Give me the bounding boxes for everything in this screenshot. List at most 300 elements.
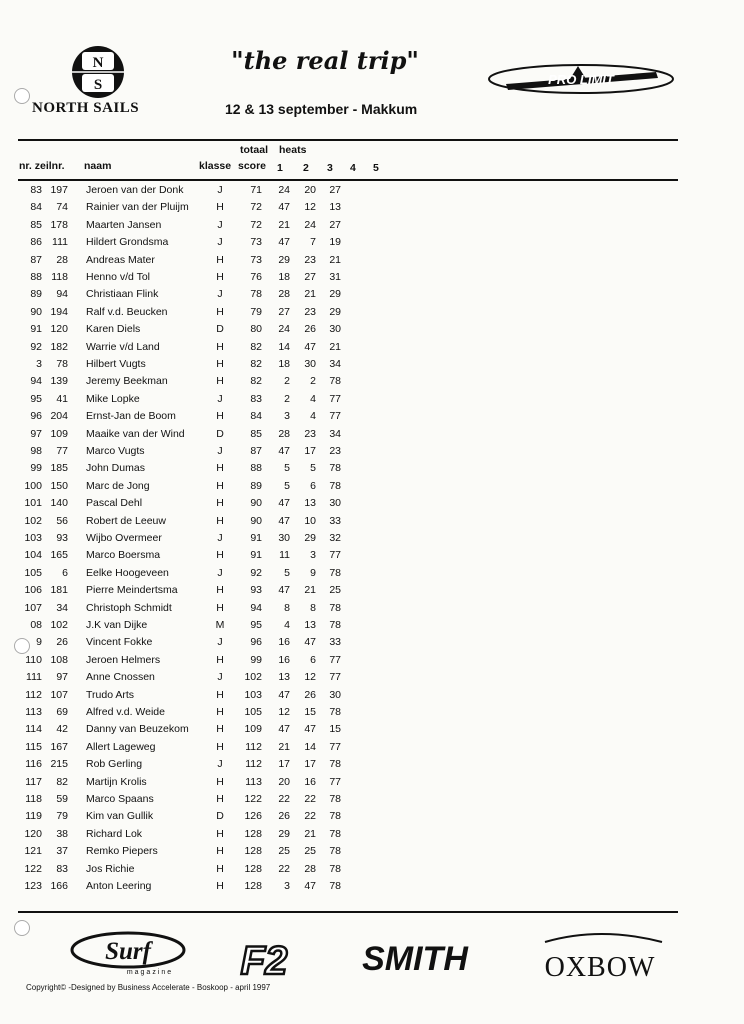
table-row — [0, 532, 744, 549]
cell-h1: 30 — [278, 532, 290, 544]
table-row — [0, 741, 744, 758]
cell-h2: 26 — [304, 688, 316, 701]
north-sails-logo — [62, 42, 134, 102]
cell-h3: 77 — [329, 671, 341, 684]
table-row — [0, 497, 744, 514]
cell-h1: 28 — [278, 288, 290, 301]
svg-text:S: S — [93, 77, 103, 93]
cell-score: 122 — [244, 793, 262, 805]
table-row — [0, 880, 744, 897]
cell-score: 78 — [250, 288, 262, 301]
cell-h2: 23 — [304, 253, 316, 266]
oxbow-logo — [545, 934, 662, 983]
cell-nr: 107 — [24, 601, 42, 614]
cell-klasse: H — [216, 358, 224, 370]
cell-naam: Pascal Dehl — [86, 497, 143, 510]
surf-magazine-logo — [72, 933, 184, 976]
cell-klasse: H — [216, 827, 224, 840]
table-row — [0, 584, 744, 601]
header-heat-1: 1 — [277, 162, 283, 174]
cell-zeil: 107 — [50, 688, 68, 701]
cell-zeil: 82 — [56, 775, 68, 788]
cell-h1: 21 — [278, 218, 290, 231]
table-row — [0, 201, 744, 218]
cell-h3: 30 — [329, 323, 341, 336]
table-row — [0, 654, 744, 671]
table-row — [0, 341, 744, 358]
cell-h1: 29 — [278, 827, 290, 840]
table-row — [0, 602, 744, 619]
cell-klasse: J — [217, 636, 223, 649]
table-row — [0, 428, 744, 445]
sponsor-logos — [0, 928, 744, 988]
cell-score: 93 — [250, 584, 262, 597]
table-row — [0, 254, 744, 271]
cell-zeil: 42 — [56, 723, 68, 736]
cell-zeil: 166 — [50, 880, 68, 892]
cell-h3: 78 — [329, 566, 341, 579]
cell-h1: 2 — [284, 392, 290, 405]
cell-h3: 77 — [329, 653, 341, 666]
cell-klasse: H — [216, 723, 224, 736]
cell-h1: 5 — [284, 462, 290, 475]
smith-logo — [362, 940, 469, 978]
cell-h1: 22 — [278, 793, 290, 805]
cell-naam: Henno v/d Tol — [86, 271, 151, 283]
cell-naam: Warrie v/d Land — [86, 340, 160, 353]
cell-h3: 21 — [329, 253, 341, 266]
cell-klasse: H — [216, 305, 224, 318]
cell-h1: 26 — [278, 810, 290, 823]
cell-nr: 102 — [24, 514, 42, 527]
cell-h3: 33 — [329, 514, 341, 527]
cell-h2: 30 — [304, 358, 316, 370]
cell-score: 80 — [250, 323, 262, 336]
cell-h1: 3 — [284, 880, 290, 892]
svg-text:F2: F2 — [240, 939, 288, 983]
footer-rule — [18, 911, 678, 913]
header-heats: heats — [279, 144, 307, 156]
cell-naam: Marco Vugts — [86, 445, 145, 457]
cell-naam: Richard Lok — [86, 827, 143, 840]
cell-nr: 105 — [24, 566, 42, 579]
cell-klasse: J — [217, 288, 223, 301]
cell-score: 87 — [250, 445, 262, 457]
table-row — [0, 236, 744, 253]
cell-h1: 47 — [278, 445, 290, 457]
cell-klasse: H — [216, 740, 224, 753]
cell-h3: 30 — [329, 688, 341, 701]
cell-nr: 84 — [30, 201, 42, 214]
table-row — [0, 758, 744, 775]
header-heat-4: 4 — [350, 162, 356, 174]
cell-naam: Robert de Leeuw — [86, 514, 166, 527]
cell-zeil: 182 — [50, 340, 68, 353]
cell-naam: Marco Boersma — [86, 549, 161, 562]
cell-h3: 13 — [329, 201, 341, 214]
cell-klasse: J — [217, 392, 223, 405]
cell-h2: 23 — [304, 305, 316, 318]
cell-nr: 89 — [30, 288, 42, 301]
cell-nr: 95 — [30, 392, 42, 405]
event-subtitle: 12 & 13 september - Makkum — [225, 101, 418, 117]
cell-h1: 2 — [284, 375, 290, 388]
cell-zeil: 6 — [62, 566, 68, 579]
cell-h1: 25 — [278, 845, 290, 858]
header-heat-3: 3 — [327, 162, 333, 174]
cell-klasse: H — [216, 775, 224, 788]
cell-naam: Kim van Gullik — [86, 810, 154, 823]
cell-score: 82 — [250, 358, 262, 370]
cell-score: 128 — [244, 845, 262, 858]
cell-h3: 78 — [329, 706, 341, 718]
cell-h2: 21 — [304, 584, 316, 597]
cell-h3: 78 — [329, 375, 341, 388]
header-totaal: totaal — [240, 144, 269, 156]
table-row — [0, 810, 744, 827]
cell-naam: Andreas Mater — [86, 253, 155, 266]
cell-zeil: 83 — [56, 862, 68, 875]
cell-score: 73 — [250, 253, 262, 266]
table-row — [0, 306, 744, 323]
cell-h3: 77 — [329, 410, 341, 423]
cell-h3: 78 — [329, 619, 341, 631]
cell-zeil: 69 — [56, 706, 68, 718]
cell-zeil: 178 — [50, 218, 68, 231]
cell-score: 90 — [250, 514, 262, 527]
cell-naam: Eelke Hoogeveen — [86, 566, 169, 579]
svg-text:SMITH: SMITH — [362, 940, 468, 978]
cell-nr: 118 — [25, 793, 42, 805]
cell-naam: Anton Leering — [86, 880, 152, 892]
cell-h3: 27 — [329, 218, 341, 231]
cell-h3: 78 — [329, 479, 341, 492]
table-row — [0, 636, 744, 653]
cell-klasse: M — [215, 619, 225, 631]
cell-nr: 90 — [30, 305, 42, 318]
brand-name: NORTH SAILS — [32, 100, 140, 116]
cell-nr: 122 — [24, 862, 42, 875]
event-title: "the real trip" — [231, 46, 419, 75]
cell-naam: Maaike van der Wind — [86, 427, 185, 440]
cell-klasse: H — [216, 253, 224, 266]
table-row — [0, 776, 744, 793]
cell-score: 88 — [250, 462, 262, 475]
cell-h2: 12 — [304, 201, 316, 214]
cell-naam: Alfred v.d. Weide — [86, 706, 165, 718]
cell-klasse: D — [216, 427, 224, 440]
cell-h3: 78 — [329, 462, 341, 475]
cell-h1: 17 — [278, 758, 290, 771]
cell-naam: Jos Richie — [86, 862, 135, 875]
cell-h1: 47 — [278, 497, 290, 510]
cell-zeil: 34 — [56, 601, 68, 614]
cell-score: 112 — [245, 740, 262, 753]
cell-score: 71 — [250, 184, 262, 196]
cell-klasse: J — [217, 445, 223, 457]
cell-h2: 17 — [304, 445, 316, 457]
table-row — [0, 393, 744, 410]
cell-naam: Marco Spaans — [86, 793, 154, 805]
cell-h2: 23 — [304, 427, 316, 440]
cell-h1: 18 — [278, 358, 290, 370]
cell-score: 92 — [250, 566, 262, 579]
table-row — [0, 445, 744, 462]
cell-zeil: 140 — [50, 497, 68, 510]
cell-nr: 106 — [24, 584, 42, 597]
cell-naam: J.K van Dijke — [86, 619, 148, 631]
cell-zeil: 165 — [50, 549, 68, 562]
table-row — [0, 462, 744, 479]
header-score: score — [238, 160, 267, 172]
table-row — [0, 671, 744, 688]
cell-nr: 115 — [25, 740, 42, 753]
cell-nr: 112 — [25, 688, 42, 701]
cell-h1: 16 — [278, 653, 290, 666]
cell-naam: Ralf v.d. Beucken — [86, 305, 168, 318]
cell-h1: 11 — [279, 549, 290, 562]
cell-score: 84 — [250, 410, 262, 423]
cell-zeil: 56 — [56, 514, 68, 527]
cell-naam: Ernst-Jan de Boom — [86, 410, 176, 423]
cell-naam: Pierre Meindertsma — [86, 584, 178, 597]
cell-h1: 47 — [278, 723, 290, 736]
cell-klasse: H — [216, 706, 224, 718]
cell-naam: Trudo Arts — [86, 688, 135, 701]
cell-h1: 16 — [278, 636, 290, 649]
cell-nr: 104 — [24, 549, 42, 562]
cell-score: 112 — [245, 758, 262, 771]
cell-h1: 3 — [284, 410, 290, 423]
cell-naam: Christoph Schmidt — [86, 601, 172, 614]
cell-score: 109 — [244, 723, 262, 736]
table-row — [0, 184, 744, 201]
cell-nr: 113 — [25, 706, 42, 718]
cell-klasse: D — [216, 323, 224, 336]
svg-text:Surf: Surf — [105, 938, 151, 965]
cell-h3: 78 — [329, 845, 341, 858]
cell-klasse: H — [216, 601, 224, 614]
cell-score: 83 — [250, 392, 262, 405]
cell-naam: Jeremy Beekman — [86, 375, 168, 388]
cell-score: 76 — [250, 271, 262, 283]
cell-h3: 25 — [329, 584, 341, 597]
cell-naam: Mike Lopke — [86, 392, 140, 405]
cell-nr: 97 — [30, 427, 42, 440]
cell-klasse: H — [216, 514, 224, 527]
cell-h2: 6 — [310, 479, 316, 492]
cell-h2: 27 — [304, 271, 316, 283]
cell-nr: 91 — [30, 323, 42, 336]
header-naam: naam — [84, 160, 112, 172]
cell-h2: 28 — [304, 862, 316, 875]
header-klasse: klasse — [199, 160, 232, 172]
cell-h1: 21 — [278, 740, 290, 753]
cell-h1: 4 — [284, 619, 290, 631]
cell-zeil: 139 — [50, 375, 68, 388]
table-row — [0, 323, 744, 340]
cell-klasse: J — [217, 532, 223, 544]
cell-h1: 13 — [278, 671, 290, 684]
cell-h1: 47 — [278, 236, 290, 249]
table-row — [0, 549, 744, 566]
cell-score: 72 — [250, 218, 262, 231]
cell-score: 82 — [250, 375, 262, 388]
header-nr-zeilnr: nr. zeilnr. — [19, 160, 65, 172]
table-row — [0, 619, 744, 636]
cell-nr: 123 — [24, 880, 42, 892]
cell-h3: 29 — [329, 288, 341, 301]
cell-nr: 119 — [25, 810, 42, 823]
cell-h3: 77 — [329, 392, 341, 405]
cell-h3: 19 — [329, 236, 341, 249]
cell-klasse: H — [216, 497, 224, 510]
cell-naam: Vincent Fokke — [86, 636, 153, 649]
cell-score: 128 — [244, 862, 262, 875]
cell-klasse: J — [217, 566, 223, 579]
cell-h1: 47 — [278, 201, 290, 214]
cell-klasse: H — [216, 862, 224, 875]
cell-naam: Rainier van der Pluijm — [86, 201, 189, 214]
cell-h2: 7 — [310, 236, 316, 249]
cell-zeil: 194 — [50, 305, 68, 318]
cell-nr: 114 — [25, 723, 42, 736]
cell-nr: 08 — [30, 619, 42, 631]
cell-zeil: 197 — [50, 184, 68, 196]
svg-text:magazine: magazine — [126, 969, 174, 976]
cell-nr: 88 — [30, 271, 42, 283]
table-row — [0, 288, 744, 305]
cell-klasse: H — [216, 653, 224, 666]
cell-naam: Jeroen van der Donk — [86, 184, 184, 196]
pro-limit-logo — [486, 62, 676, 96]
cell-naam: Marc de Jong — [86, 479, 150, 492]
cell-h3: 21 — [329, 340, 341, 353]
cell-zeil: 59 — [56, 793, 68, 805]
cell-h2: 4 — [310, 410, 316, 423]
cell-h2: 20 — [304, 184, 316, 196]
cell-nr: 117 — [25, 775, 42, 788]
cell-h2: 3 — [310, 549, 316, 562]
cell-h1: 24 — [278, 323, 290, 336]
cell-naam: Hildert Grondsma — [86, 236, 169, 249]
cell-zeil: 28 — [56, 253, 68, 266]
cell-h2: 47 — [304, 880, 316, 892]
cell-zeil: 120 — [50, 323, 68, 336]
cell-score: 90 — [250, 497, 262, 510]
cell-zeil: 185 — [50, 462, 68, 475]
cell-h1: 29 — [278, 253, 290, 266]
cell-naam: Remko Piepers — [86, 845, 158, 858]
punch-hole-top — [14, 88, 30, 104]
cell-h1: 20 — [278, 775, 290, 788]
cell-zeil: 38 — [56, 827, 68, 840]
cell-zeil: 93 — [56, 532, 68, 544]
cell-klasse: H — [216, 688, 224, 701]
cell-h2: 10 — [304, 514, 316, 527]
cell-nr: 3 — [36, 358, 42, 370]
cell-h3: 78 — [329, 827, 341, 840]
cell-h1: 18 — [278, 271, 290, 283]
cell-h3: 77 — [329, 775, 341, 788]
cell-score: 72 — [250, 201, 262, 214]
cell-klasse: H — [216, 793, 224, 805]
cell-nr: 98 — [30, 445, 42, 457]
table-row — [0, 219, 744, 236]
cell-klasse: H — [216, 340, 224, 353]
cell-nr: 100 — [24, 479, 42, 492]
cell-h3: 78 — [329, 793, 341, 805]
cell-nr: 111 — [26, 671, 42, 684]
cell-zeil: 181 — [50, 584, 68, 597]
cell-h1: 12 — [278, 706, 290, 718]
cell-naam: Danny van Beuzekom — [86, 723, 189, 736]
cell-klasse: H — [216, 462, 224, 475]
cell-klasse: H — [216, 584, 224, 597]
table-row — [0, 845, 744, 862]
cell-h3: 78 — [329, 810, 341, 823]
cell-naam: Karen Diels — [86, 323, 141, 336]
cell-h2: 16 — [304, 775, 316, 788]
cell-h3: 33 — [329, 636, 341, 649]
cell-naam: Allert Lageweg — [86, 740, 156, 753]
cell-h3: 34 — [329, 427, 341, 440]
table-row — [0, 515, 744, 532]
cell-klasse: H — [216, 201, 224, 214]
cell-nr: 96 — [30, 410, 42, 423]
cell-zeil: 78 — [56, 358, 68, 370]
table-row — [0, 358, 744, 375]
cell-zeil: 111 — [52, 236, 68, 249]
cell-naam: John Dumas — [86, 462, 145, 475]
table-row — [0, 863, 744, 880]
cell-h3: 77 — [329, 740, 341, 753]
cell-nr: 120 — [24, 827, 42, 840]
cell-zeil: 150 — [50, 479, 68, 492]
cell-naam: Christiaan Flink — [86, 288, 159, 301]
cell-h3: 32 — [329, 532, 341, 544]
cell-klasse: H — [216, 375, 224, 388]
cell-h2: 22 — [304, 810, 316, 823]
cell-h1: 47 — [278, 584, 290, 597]
cell-h3: 77 — [329, 549, 341, 562]
cell-naam: Anne Cnossen — [86, 671, 155, 684]
cell-score: 95 — [250, 619, 262, 631]
f2-logo — [241, 939, 288, 983]
cell-h2: 25 — [304, 845, 316, 858]
cell-zeil: 215 — [50, 758, 68, 771]
cell-score: 85 — [250, 427, 262, 440]
cell-h3: 78 — [329, 862, 341, 875]
cell-score: 103 — [244, 688, 262, 701]
cell-nr: 121 — [24, 845, 42, 858]
cell-h1: 47 — [278, 514, 290, 527]
cell-nr: 99 — [30, 462, 42, 475]
cell-naam: Hilbert Vugts — [86, 358, 146, 370]
cell-score: 113 — [245, 775, 262, 788]
table-row — [0, 375, 744, 392]
svg-text:OXBOW: OXBOW — [544, 952, 656, 983]
svg-text:N: N — [92, 55, 104, 71]
cell-score: 102 — [244, 671, 262, 684]
cell-h2: 12 — [304, 671, 316, 684]
cell-zeil: 94 — [56, 288, 68, 301]
cell-score: 82 — [250, 340, 262, 353]
table-row — [0, 706, 744, 723]
cell-h2: 47 — [304, 340, 316, 353]
cell-h3: 23 — [329, 445, 341, 457]
cell-h2: 14 — [304, 740, 316, 753]
